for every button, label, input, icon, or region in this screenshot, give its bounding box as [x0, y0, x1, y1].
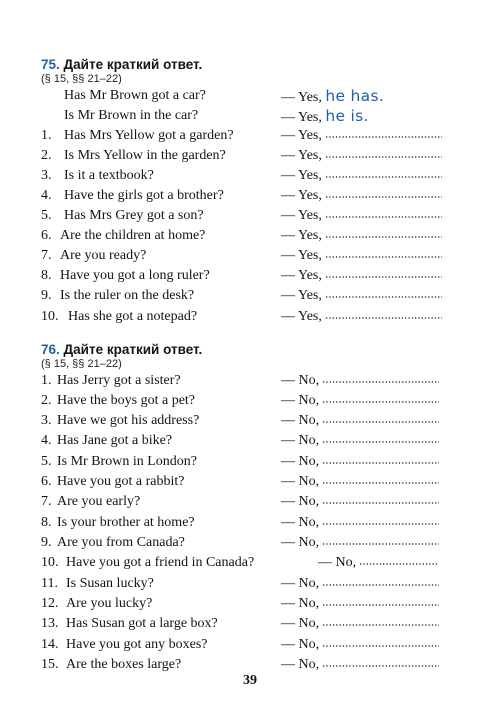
answer-blank[interactable] [322, 461, 439, 465]
answer-blank[interactable] [325, 195, 442, 199]
item-number: 3. [41, 168, 52, 183]
answer-prefix: — No, [281, 373, 320, 388]
item-answer-area [281, 186, 442, 206]
exercise-item [0, 246, 500, 266]
answer-prefix: — Yes, [281, 148, 322, 163]
exercise-76-heading [41, 342, 202, 358]
answer-blank[interactable] [325, 215, 442, 219]
exercise-76-reference: (§ 15, §§ 21–22) [41, 358, 122, 370]
item-question: Have you got a long ruler? [60, 268, 210, 283]
answer-blank[interactable] [322, 664, 439, 668]
example-answer [281, 86, 384, 108]
answer-prefix: — No, [281, 637, 320, 652]
item-answer-area [281, 533, 439, 553]
item-number: 9. [41, 288, 52, 303]
answer-prefix: — No, [318, 555, 357, 570]
item-answer-area [281, 206, 442, 226]
item-question: Has she got a notepad? [68, 309, 198, 324]
answer-blank[interactable] [322, 623, 439, 627]
item-number: 6. [41, 474, 52, 489]
item-number: 3. [41, 413, 52, 428]
example-answer [281, 106, 369, 128]
exercise-item [0, 574, 500, 594]
item-question: Have the girls got a brother? [64, 188, 224, 203]
answer-prefix: — No, [281, 616, 320, 631]
answer-blank[interactable] [325, 275, 442, 279]
answer-prefix: — No, [281, 474, 320, 489]
item-number: 4. [41, 433, 52, 448]
exercise-item [0, 371, 500, 391]
exercise-item [0, 635, 500, 655]
page-number: 39 [243, 673, 257, 688]
exercise-item [0, 266, 500, 286]
item-number: 5. [41, 208, 52, 223]
answer-prefix: — Yes, [281, 188, 322, 203]
item-question: Has Jane got a bike? [57, 433, 173, 448]
answer-blank[interactable] [322, 481, 439, 485]
item-question: Have you got a rabbit? [57, 474, 185, 489]
item-question: Has Jerry got a sister? [57, 373, 181, 388]
answer-blank[interactable] [322, 400, 439, 404]
exercise-item [0, 206, 500, 226]
item-question: Is it a textbook? [64, 168, 154, 183]
item-question: Is Mrs Yellow in the garden? [64, 148, 226, 163]
item-answer-area [281, 246, 442, 266]
item-question: Are you lucky? [66, 596, 153, 611]
item-answer-area [318, 553, 439, 573]
exercise-75-number: 75. [41, 57, 60, 72]
item-question: Have we got his address? [57, 413, 200, 428]
exercise-item [0, 472, 500, 492]
item-answer-area [281, 635, 439, 655]
item-question: Is Susan lucky? [66, 576, 154, 591]
answer-prefix: — Yes, [281, 288, 322, 303]
item-answer-area [281, 266, 442, 286]
answer-blank[interactable] [359, 562, 439, 566]
exercise-75-reference: (§ 15, §§ 21–22) [41, 73, 122, 85]
exercise-item [0, 391, 500, 411]
answer-prefix: — No, [281, 433, 320, 448]
exercise-75-title: Дайте краткий ответ. [63, 57, 203, 72]
exercise-76-number: 76. [41, 342, 60, 357]
answer-prefix: — Yes, [281, 268, 322, 283]
answer-blank[interactable] [325, 235, 442, 239]
answer-blank[interactable] [325, 295, 442, 299]
answer-blank[interactable] [325, 135, 442, 139]
exercise-item [0, 492, 500, 512]
item-answer-area [281, 513, 439, 533]
answer-prefix: — No, [281, 576, 320, 591]
item-question: Are you from Canada? [57, 535, 185, 550]
answer-prefix: — No, [281, 494, 320, 509]
item-question: Have the boys got a pet? [57, 393, 196, 408]
answer-prefix: — No, [281, 596, 320, 611]
exercise-75-heading [41, 57, 202, 73]
answer-blank[interactable] [322, 440, 439, 444]
item-answer-area [281, 492, 439, 512]
item-question: Are the children at home? [60, 228, 206, 243]
answer-blank[interactable] [322, 380, 439, 384]
item-answer-area [281, 594, 439, 614]
item-question: Has Mrs Yellow got a garden? [64, 128, 234, 143]
example-row [0, 106, 500, 126]
item-answer-area [281, 226, 442, 246]
answer-blank[interactable] [325, 316, 442, 320]
item-answer-area [281, 286, 442, 306]
item-question: Have you got a friend in Canada? [66, 555, 255, 570]
item-question: Have you got any boxes? [66, 637, 208, 652]
answer-blank[interactable] [322, 542, 439, 546]
exercise-item [0, 533, 500, 553]
example-row [0, 86, 500, 106]
answer-prefix: — Yes, [281, 208, 322, 223]
exercise-item [0, 286, 500, 306]
item-number: 7. [41, 494, 52, 509]
exercise-item [0, 186, 500, 206]
answer-prefix: — Yes, [281, 248, 322, 263]
item-answer-area [281, 574, 439, 594]
handwritten-answer: he is. [325, 107, 369, 125]
exercise-item [0, 166, 500, 186]
answer-prefix: — Yes, [281, 90, 322, 105]
answer-blank[interactable] [322, 420, 439, 424]
item-answer-area [281, 431, 439, 451]
answer-prefix: — Yes, [281, 168, 322, 183]
item-number: 10. [41, 309, 59, 324]
item-answer-area [281, 391, 439, 411]
exercise-76-title: Дайте краткий ответ. [63, 342, 203, 357]
item-number: 2. [41, 148, 52, 163]
item-number: 9. [41, 535, 52, 550]
exercise-item [0, 307, 500, 327]
item-number: 8. [41, 515, 52, 530]
answer-prefix: — Yes, [281, 228, 322, 243]
answer-blank[interactable] [325, 175, 442, 179]
item-number: 15. [41, 657, 59, 672]
item-number: 8. [41, 268, 52, 283]
example-question: Is Mr Brown in the car? [64, 108, 199, 123]
exercise-item [0, 553, 500, 573]
example-question: Has Mr Brown got a car? [64, 88, 206, 103]
answer-prefix: — No, [281, 515, 320, 530]
item-number: 4. [41, 188, 52, 203]
item-answer-area [281, 126, 442, 146]
answer-blank[interactable] [325, 255, 442, 259]
answer-blank[interactable] [322, 644, 439, 648]
item-answer-area [281, 166, 442, 186]
item-number: 2. [41, 393, 52, 408]
exercise-item [0, 614, 500, 634]
answer-prefix: — No, [281, 393, 320, 408]
answer-blank[interactable] [322, 522, 439, 526]
exercise-item [0, 146, 500, 166]
item-number: 5. [41, 454, 52, 469]
exercise-item [0, 594, 500, 614]
answer-blank[interactable] [322, 603, 439, 607]
exercise-item [0, 513, 500, 533]
answer-blank[interactable] [322, 583, 439, 587]
item-question: Are you ready? [60, 248, 147, 263]
item-answer-area [281, 371, 439, 391]
answer-blank[interactable] [325, 155, 442, 159]
answer-prefix: — No, [281, 413, 320, 428]
item-number: 13. [41, 616, 59, 631]
item-question: Is your brother at home? [57, 515, 195, 530]
item-answer-area [281, 472, 439, 492]
item-answer-area [281, 655, 439, 675]
exercise-item [0, 431, 500, 451]
item-answer-area [281, 452, 439, 472]
answer-prefix: — Yes, [281, 128, 322, 143]
item-answer-area [281, 614, 439, 634]
item-question: Are the boxes large? [66, 657, 182, 672]
exercise-item [0, 226, 500, 246]
answer-prefix: — No, [281, 535, 320, 550]
exercise-item [0, 452, 500, 472]
answer-blank[interactable] [322, 501, 439, 505]
item-number: 12. [41, 596, 59, 611]
answer-prefix: — No, [281, 454, 320, 469]
item-question: Has Mrs Grey got a son? [64, 208, 204, 223]
item-question: Are you early? [57, 494, 141, 509]
exercise-item [0, 655, 500, 675]
item-number: 10. [41, 555, 59, 570]
item-question: Is the ruler on the desk? [60, 288, 195, 303]
answer-prefix: — No, [281, 657, 320, 672]
item-answer-area [281, 307, 442, 327]
exercise-item [0, 411, 500, 431]
item-number: 1. [41, 128, 52, 143]
item-number: 14. [41, 637, 59, 652]
item-answer-area [281, 411, 439, 431]
answer-prefix: — Yes, [281, 110, 322, 125]
item-number: 1. [41, 373, 52, 388]
handwritten-answer: he has. [325, 87, 385, 105]
answer-prefix: — Yes, [281, 309, 322, 324]
item-answer-area [281, 146, 442, 166]
item-number: 7. [41, 248, 52, 263]
item-number: 6. [41, 228, 52, 243]
item-question: Is Mr Brown in London? [57, 454, 197, 469]
item-number: 11. [41, 576, 58, 591]
item-question: Has Susan got a large box? [66, 616, 218, 631]
exercise-item [0, 126, 500, 146]
